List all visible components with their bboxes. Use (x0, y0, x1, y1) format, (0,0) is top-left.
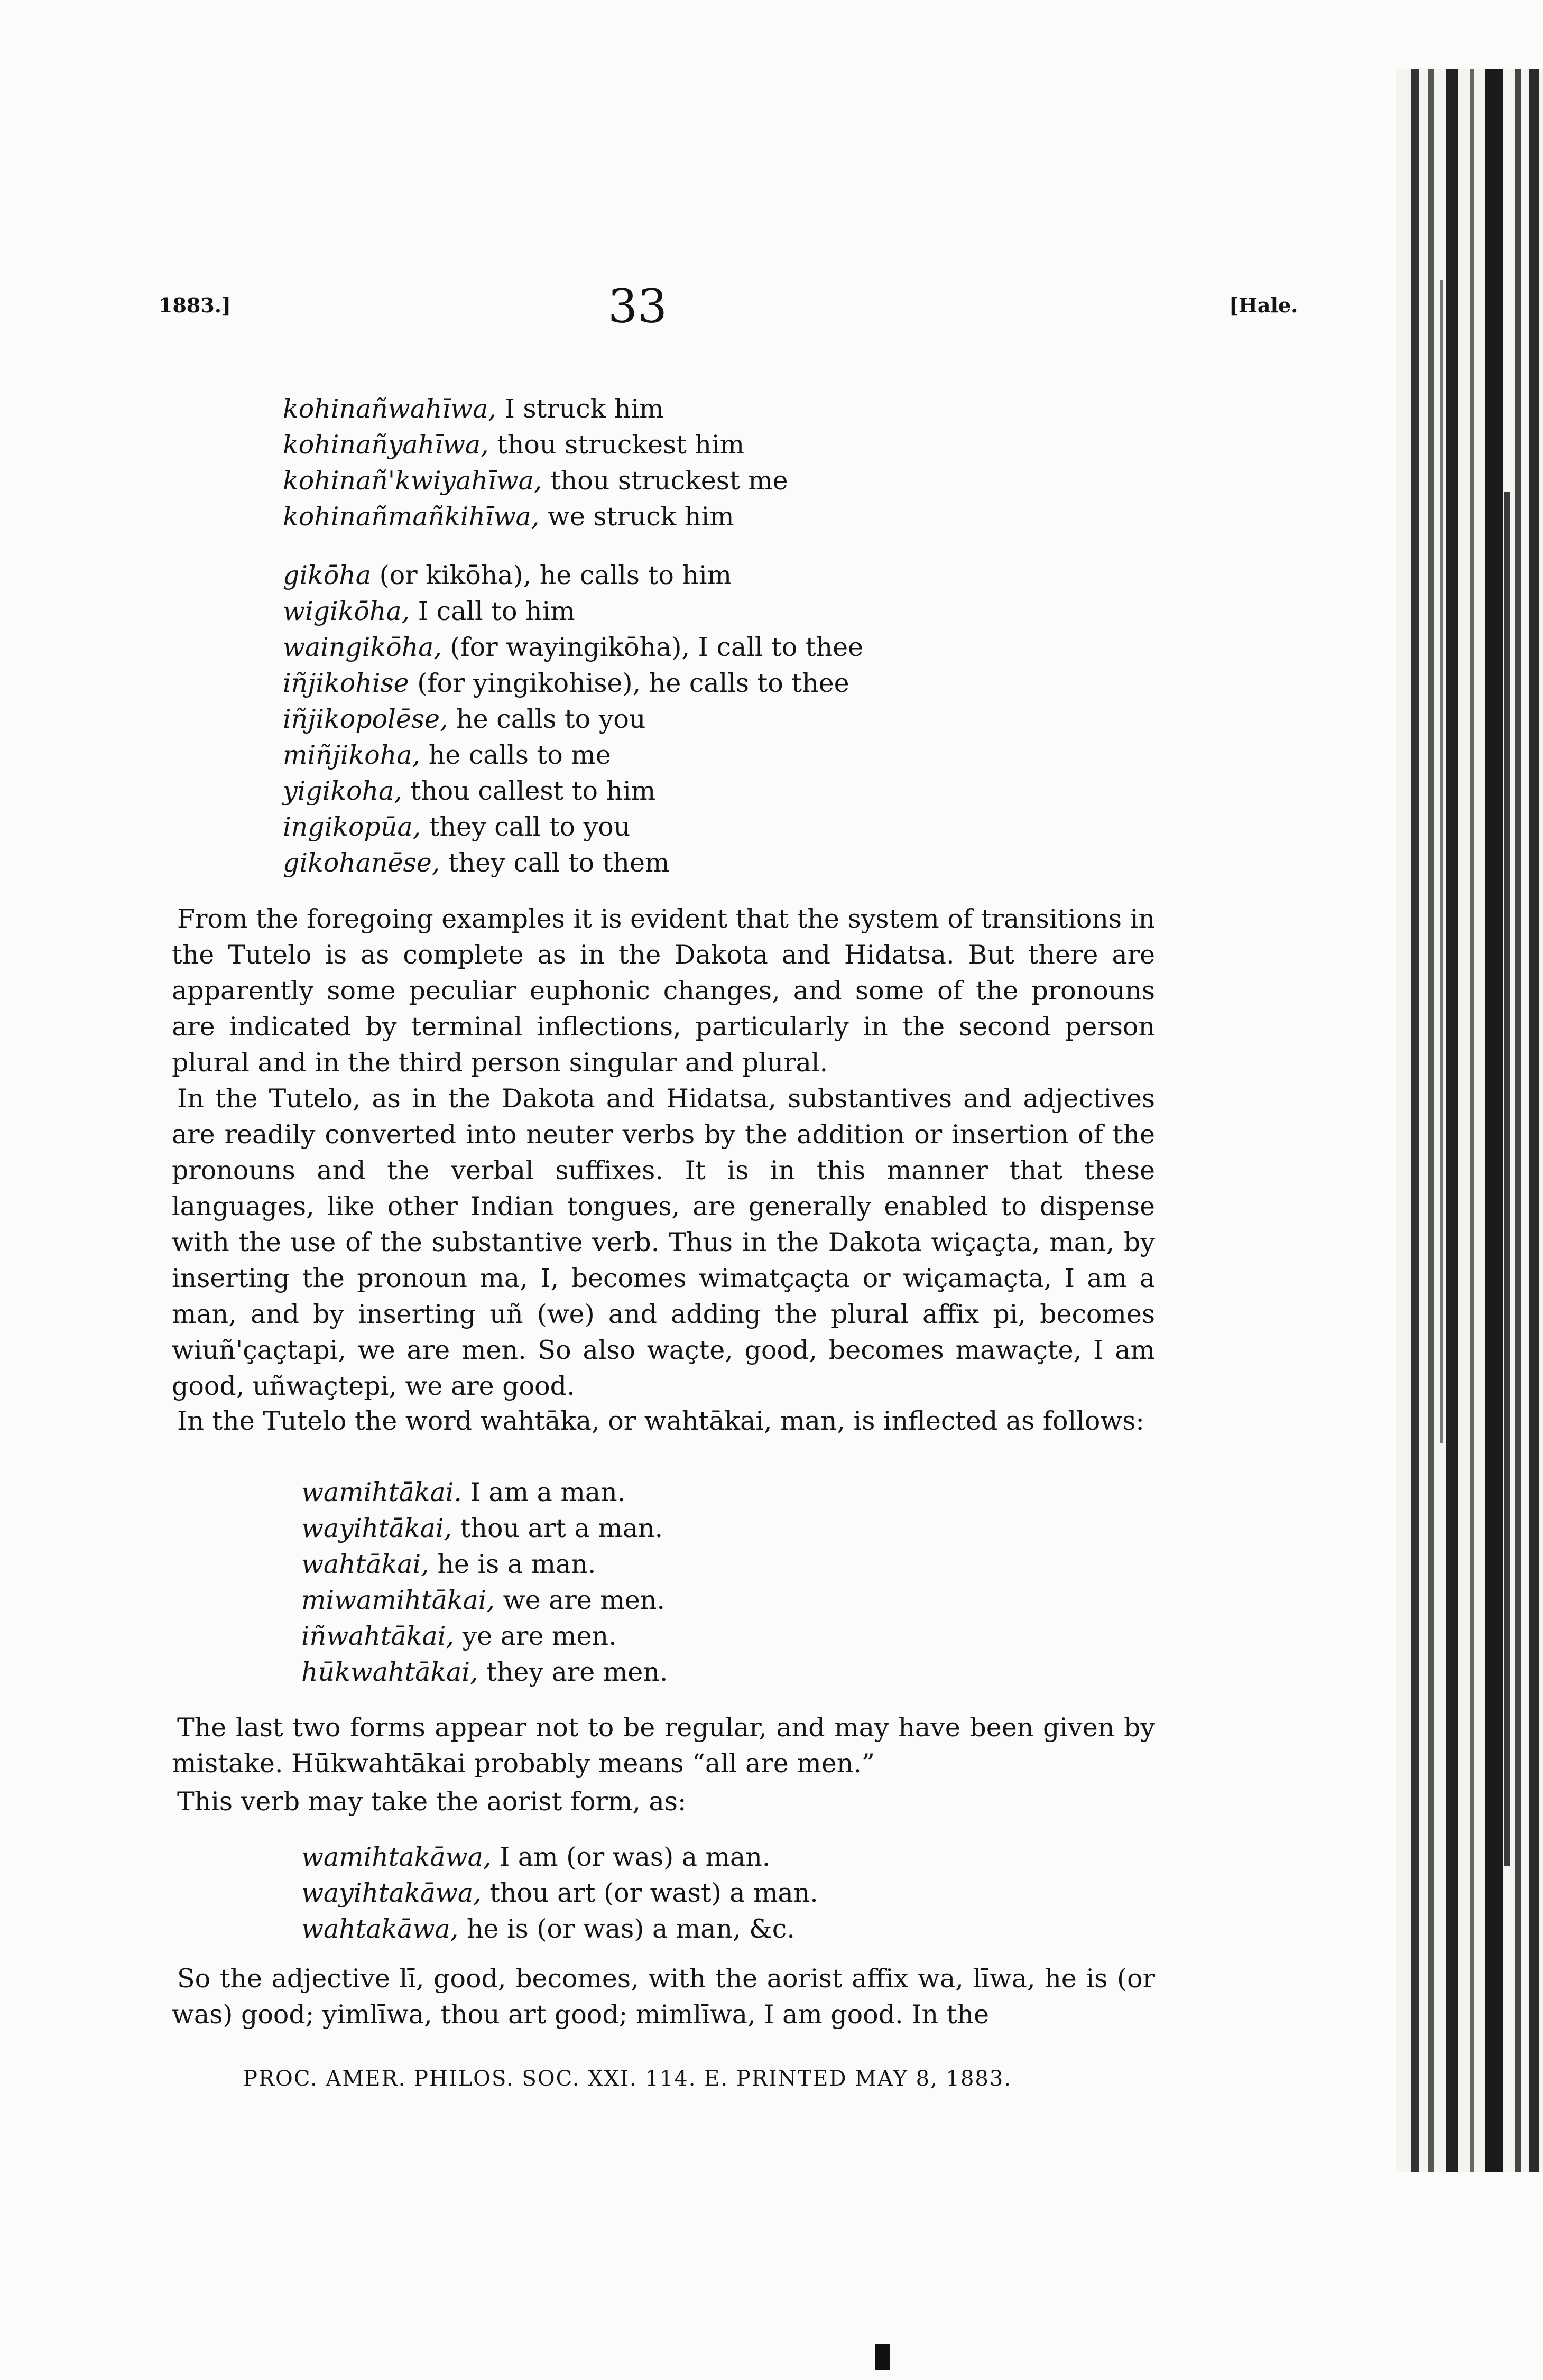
example-line: iñwahtākai, ye are men. (301, 1621, 617, 1651)
example-line: yigikoha, thou callest to him (283, 776, 656, 806)
example-line: kohinañwahīwa, I struck him (283, 394, 664, 424)
example-line: miwamihtākai, we are men. (301, 1585, 665, 1615)
example-line: wayihtākai, thou art a man. (301, 1513, 663, 1543)
example-line: wahtakāwa, he is (or was) a man, &c. (301, 1914, 795, 1944)
example-line: ingikopūa, they call to you (283, 812, 631, 842)
conjugation-block-struck (283, 391, 788, 535)
example-line: hūkwahtākai, they are men. (301, 1657, 668, 1687)
header-year: 1883.] (159, 293, 231, 317)
conjugation-block-man (301, 1475, 668, 1690)
page-number: 33 (608, 279, 667, 334)
paragraph-transitions: From the foregoing examples it is evident that the system of transitions in the Tutelo is as complete as in the Dakota and Hidatsa. But there are apparently some peculiar euphonic changes, and some of the pronouns are indicated by terminal inflections, particularly in the second person plural and in the third person singular and plural. (172, 904, 1155, 1078)
example-line: iñjikopolēse, he calls to you (283, 704, 646, 734)
conjugation-block-call (283, 558, 863, 881)
header-author: [Hale. (1229, 293, 1298, 317)
example-line: kohinañyahīwa, thou struckest him (283, 430, 745, 460)
example-line: kohinañ'kwiyahīwa, thou struckest me (283, 466, 788, 496)
conjugation-block-aorist (301, 1839, 818, 1947)
paragraph-aorist-intro: This verb may take the aorist form, as: (177, 1786, 687, 1817)
example-line: wigikōha, I call to him (283, 596, 575, 626)
paragraph-inflection-intro: In the Tutelo the word wahtāka, or wahtākai, man, is inflected as follows: (177, 1406, 1144, 1436)
scan-marker (875, 2344, 890, 2370)
paragraph-adjective: So the adjective lī, good, becomes, with the aorist affix wa, līwa, he is (or was) good; yimlīwa, thou art good; mimlīwa, I am good. In the (172, 1964, 1155, 2030)
example-line: waingikōha, (for wayingikōha), I call to thee (283, 632, 864, 662)
example-line: wamihtakāwa, I am (or was) a man. (301, 1842, 771, 1872)
paragraph-irregular: The last two forms appear not to be regular, and may have been given by mistake. Hūkwahtākai probably means “all are men.” (172, 1712, 1155, 1779)
example-line: gikohanēse, they call to them (283, 848, 670, 878)
scanned-book-edge (1396, 69, 1543, 2172)
example-line: miñjikoha, he calls to me (283, 740, 611, 770)
example-line: gikōha (or kikōha), he calls to him (283, 560, 732, 590)
paragraph-neuter-verbs: In the Tutelo, as in the Dakota and Hidatsa, substantives and adjectives are readily converted into neuter verbs by the addition or insertion of the pronouns and the verbal suffixes. It is in this manner that these languages, like other Indian tongues, are generally enabled to dispense with the use of the substantive verb. Thus in the Dakota wiçaçta, man, by inserting the pronoun ma, I, becomes wimatçaçta or wiçamaçta, I am a man, and by inserting uñ (we) and adding the plural affix pi, becomes wiuñ'çaçtapi, we are men. So also waçte, good, becomes mawaçte, I am good, uñwaçtepi, we are good. (172, 1083, 1155, 1401)
example-line: wamihtākai. I am a man. (301, 1477, 626, 1507)
example-line: iñjikohise (for yingikohise), he calls to thee (283, 668, 849, 698)
example-line: wahtākai, he is a man. (301, 1549, 596, 1579)
example-line: kohinañmañkihīwa, we struck him (283, 502, 734, 532)
printer-footer: PROC. AMER. PHILOS. SOC. XXI. 114. E. PRINTED MAY 8, 1883. (243, 2067, 1012, 2091)
example-line: wayihtakāwa, thou art (or wast) a man. (301, 1878, 818, 1908)
